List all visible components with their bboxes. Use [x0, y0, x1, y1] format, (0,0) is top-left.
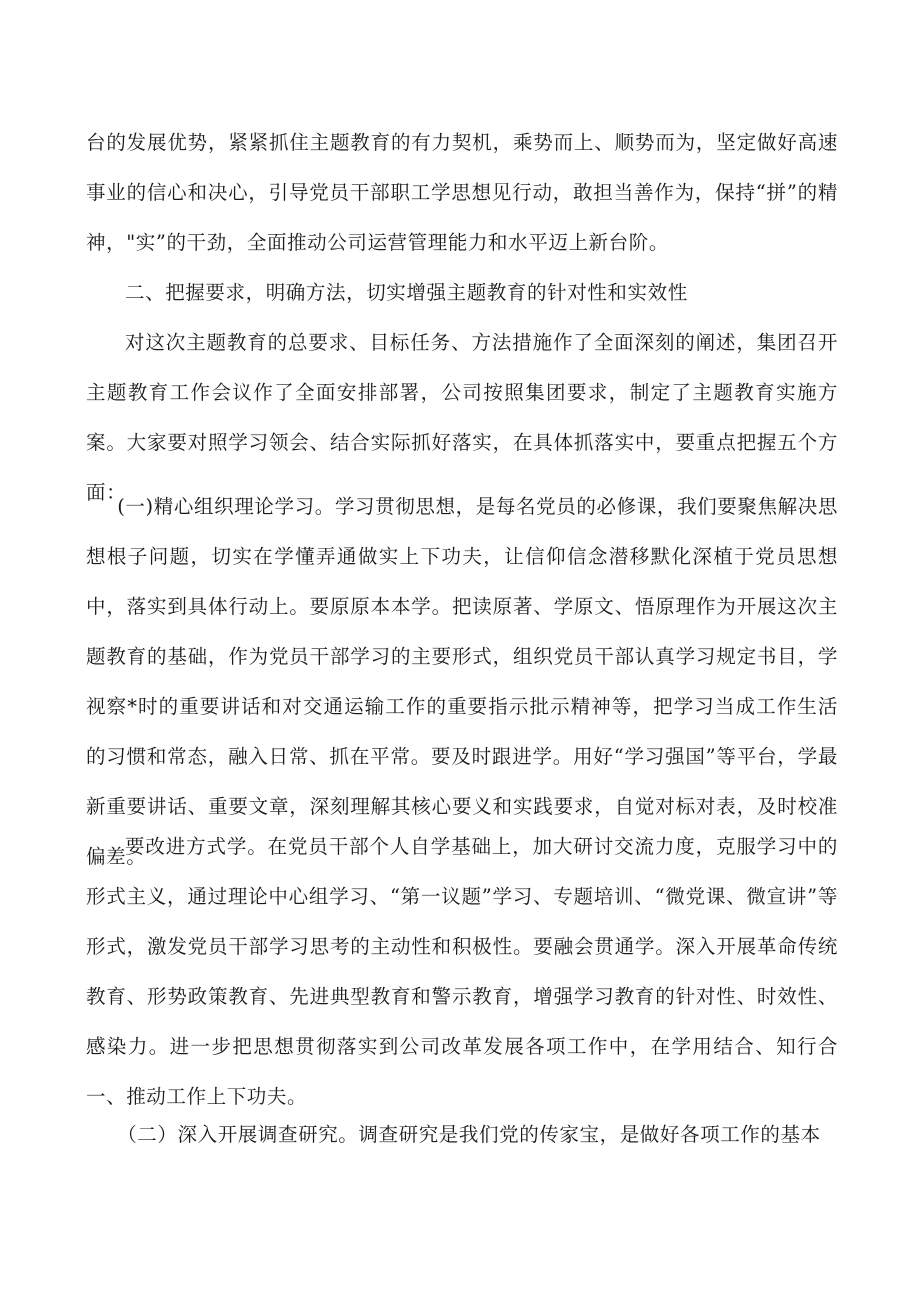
paragraph-study-methods: 要改进方式学。在党员干部个人自学基础上，加大研讨交流力度，克服学习中的形式主义，通过理论中心组学习、“第一议题”学习、专题培训、“微党课、微宣讲”等形式，激发党员干部学习思考的主动性和积极性。要融会贯通学。深入开展革命传统教育、形势政策教育、先进典型教育和警示教育，增强学习教育的针对性、时效性、感染力。进一步把思想贯彻落实到公司改革发展各项工作中，在学用结合、知行合一、推动工作上下功夫。 — [86, 835, 838, 1108]
paragraph-continuation: 台的发展优势，紧紧抓住主题教育的有力契机，乘势而上、顺势而为，坚定做好高速事业的信心和决心，引导党员干部职工学思想见行动，敢担当善作为，保持“拼”的精神，"实”的干劲，全面推动公司运营管理能力和水平迈上新台阶。 — [86, 131, 838, 254]
paragraph-theory-study: (一)精心组织理论学习。学习贯彻思想，是每名党员的必修课，我们要聚焦解决思想根子问题，切实在学懂弄通做实上下功夫，让信仰信念潜移默化深植于党员思想中，落实到具体行动上。要原原本本学。把读原著、学原文、悟原理作为开展这次主题教育的基础，作为党员干部学习的主要形式，组织党员干部认真学习规定书目，学视察*时的重要讲话和对交通运输工作的重要指示批示精神等，把学习当成工作生活的习惯和常态，融入日常、抓在平常。要及时跟进学。用好“学习强国”等平台，学最新重要讲话、重要文章，深刻理解其核心要义和实践要求，自觉对标对表，及时校准偏差。 — [86, 495, 838, 868]
paragraph-requirements: 对这次主题教育的总要求、目标任务、方法措施作了全面深刻的阐述，集团召开主题教育工作会议作了全面安排部署，公司按照集团要求，制定了主题教育实施方案。大家要对照学习领会、结合实际抓好落实，在具体抓落实中，要重点把握五个方面： — [86, 331, 838, 504]
paragraph-investigation: （二）深入开展调查研究。调查研究是我们党的传家宝，是做好各项工作的基本 — [117, 1123, 821, 1146]
section-heading: 二、把握要求，明确方法，切实增强主题教育的针对性和实效性 — [125, 281, 688, 304]
